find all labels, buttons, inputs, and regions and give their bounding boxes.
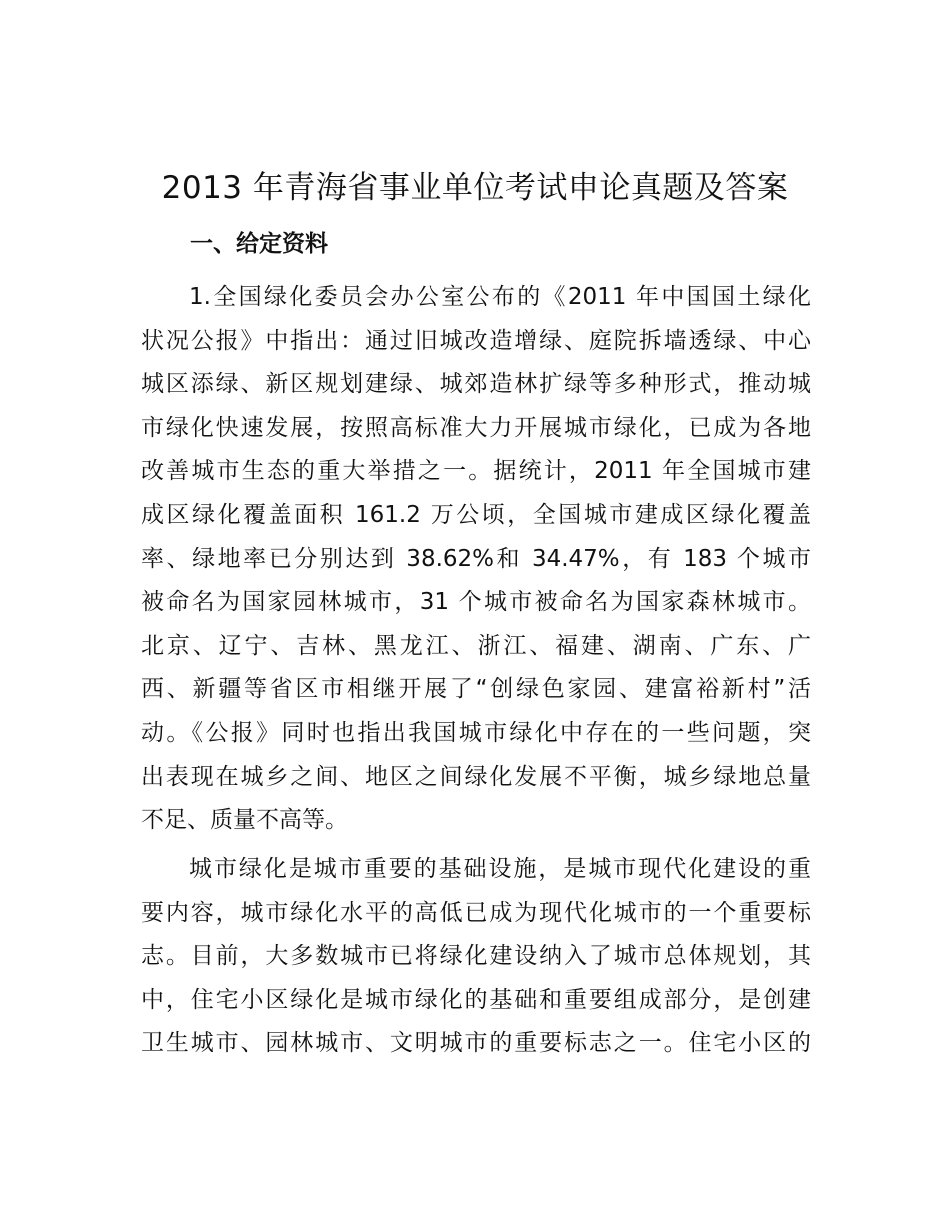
paragraph-1-line: 成区绿化覆盖面积 161.2 万公顷，全国城市建成区绿化覆盖 bbox=[141, 501, 811, 528]
paragraph-1-line: 改善城市生态的重大举措之一。据统计，2011 年全国城市建 bbox=[141, 458, 811, 485]
paragraph-2-line: 中，住宅小区绿化是城市绿化的基础和重要组成部分，是创建 bbox=[141, 986, 811, 1013]
paragraph-1-line: 北京、辽宁、吉林、黑龙江、浙江、福建、湖南、广东、广 bbox=[141, 632, 811, 659]
paragraph-2-line: 要内容，城市绿化水平的高低已成为现代化城市的一个重要标 bbox=[141, 899, 811, 926]
paragraph-1-line: 动。《公报》同时也指出我国城市绿化中存在的一些问题，突 bbox=[141, 719, 811, 746]
paragraph-1-line: 状况公报》中指出：通过旧城改造增绿、庭院拆墙透绿、中心 bbox=[141, 327, 811, 354]
paragraph-2-line: 卫生城市、园林城市、文明城市的重要标志之一。住宅小区的 bbox=[141, 1030, 811, 1057]
paragraph-1-line: 1.全国绿化委员会办公室公布的《2011 年中国国土绿化 bbox=[189, 284, 811, 310]
paragraph-2 bbox=[141, 848, 811, 1066]
paragraph-1-line: 城区添绿、新区规划建绿、城郊造林扩绿等多种形式，推动城 bbox=[141, 371, 811, 398]
paragraph-1-line: 不足、质量不高等。 bbox=[141, 807, 348, 834]
paragraph-1-line: 西、新疆等省区市相继开展了“创绿色家园、建富裕新村”活 bbox=[141, 676, 811, 703]
paragraph-1 bbox=[141, 276, 811, 843]
paragraph-2-line: 城市绿化是城市重要的基础设施，是城市现代化建设的重 bbox=[189, 856, 811, 882]
document-title: 2013 年青海省事业单位考试申论真题及答案 bbox=[161, 170, 789, 206]
paragraph-1-line: 出表现在城乡之间、地区之间绿化发展不平衡，城乡绿地总量 bbox=[141, 763, 811, 790]
paragraph-2-line: 志。目前，大多数城市已将绿化建设纳入了城市总体规划，其 bbox=[141, 943, 811, 970]
paragraph-1-line: 市绿化快速发展，按照高标准大力开展城市绿化，已成为各地 bbox=[141, 414, 811, 441]
paragraph-1-line: 率、绿地率已分别达到 38.62%和 34.47%，有 183 个城市 bbox=[141, 545, 811, 572]
section-heading: 一、给定资料 bbox=[190, 231, 328, 257]
paragraph-1-line: 被命名为国家园林城市，31 个城市被命名为国家森林城市。 bbox=[141, 589, 811, 616]
